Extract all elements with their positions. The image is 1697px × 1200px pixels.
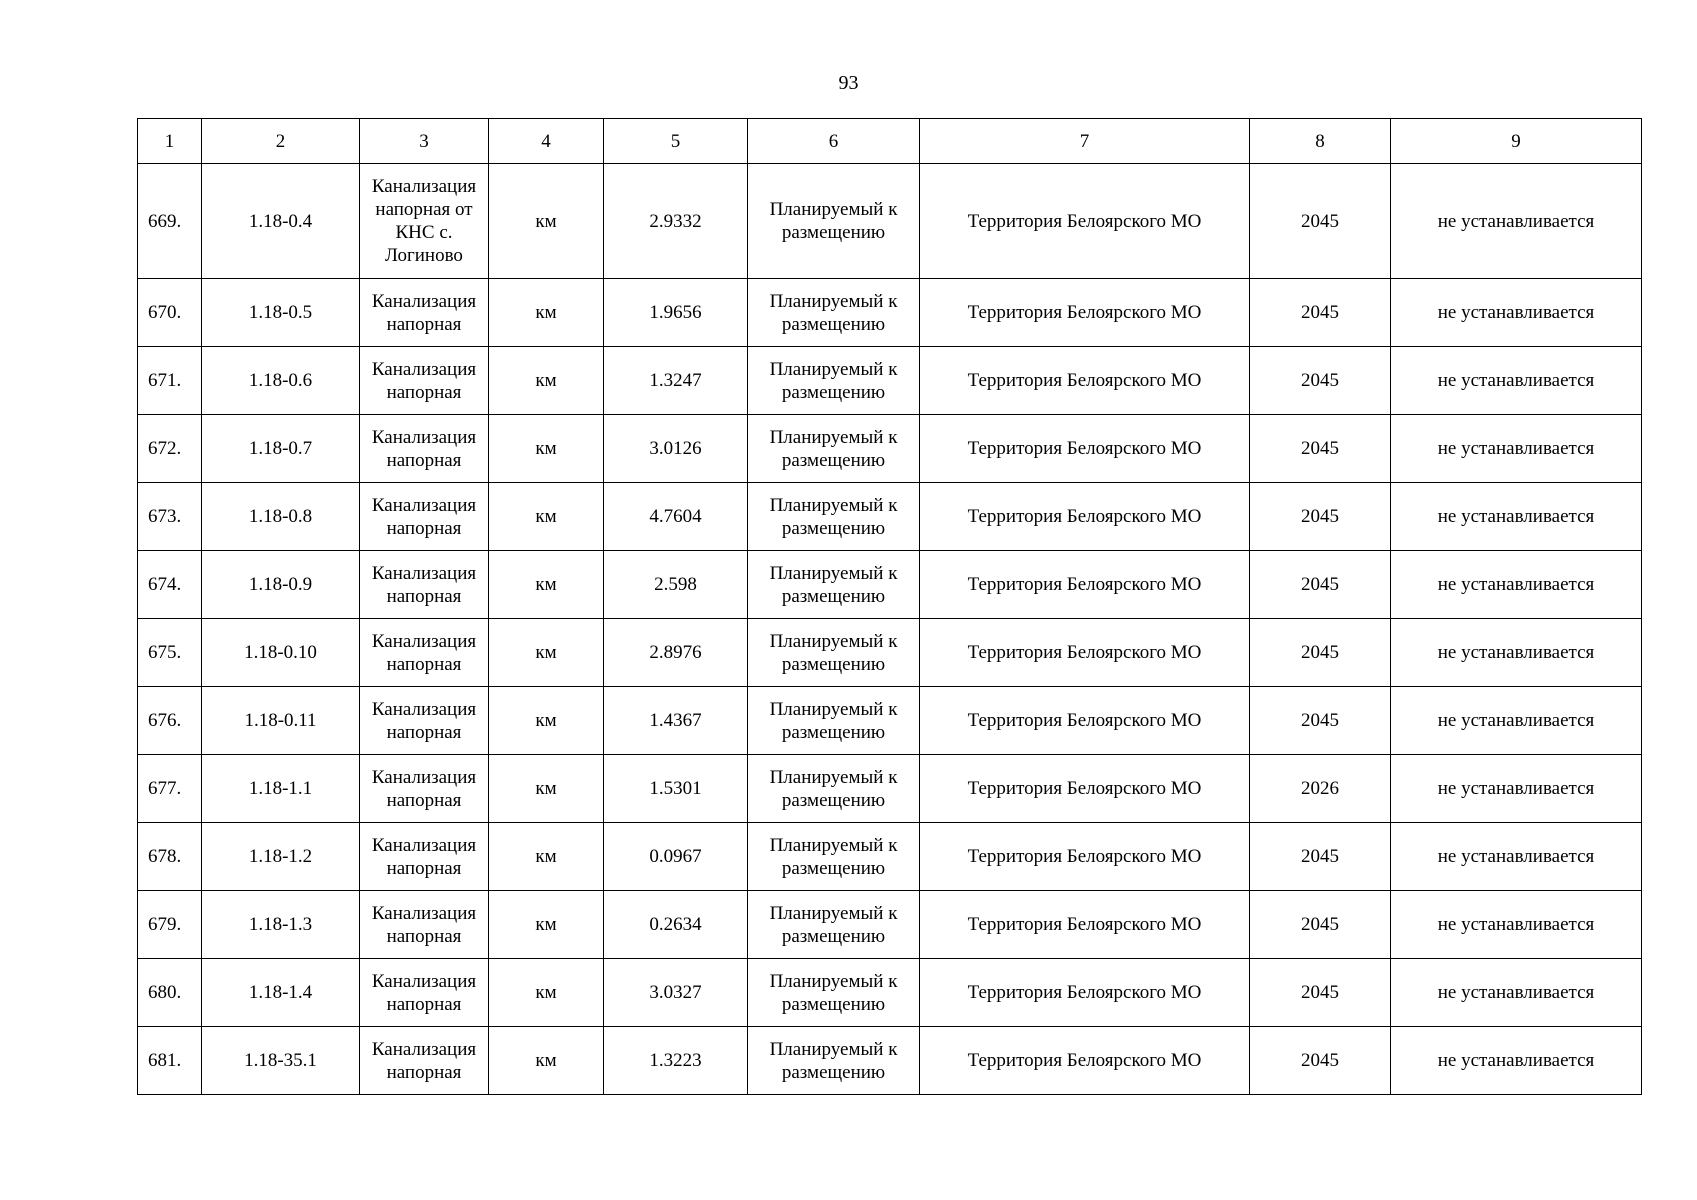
location-cell: Территория Белоярского МО xyxy=(920,551,1250,619)
year-cell: 2045 xyxy=(1250,959,1391,1027)
zone-cell: не устанавливается xyxy=(1391,891,1642,959)
object-name-cell: Канализация напорная xyxy=(360,1027,489,1095)
length-cell: 1.3223 xyxy=(604,1027,748,1095)
status-cell: Планируемый к размещению xyxy=(748,619,920,687)
object-name-cell: Канализация напорная xyxy=(360,823,489,891)
status-cell: Планируемый к размещению xyxy=(748,279,920,347)
location-cell: Территория Белоярского МО xyxy=(920,619,1250,687)
row-number-cell: 671. xyxy=(138,347,202,415)
row-number-cell: 680. xyxy=(138,959,202,1027)
zone-cell: не устанавливается xyxy=(1391,279,1642,347)
unit-cell: км xyxy=(489,755,604,823)
object-name-cell: Канализация напорная xyxy=(360,279,489,347)
zone-cell: не устанавливается xyxy=(1391,823,1642,891)
object-name-cell: Канализация напорная от КНС с. Логиново xyxy=(360,164,489,279)
status-cell: Планируемый к размещению xyxy=(748,551,920,619)
location-cell: Территория Белоярского МО xyxy=(920,891,1250,959)
table-row xyxy=(138,687,1642,755)
object-code-cell: 1.18-35.1 xyxy=(202,1027,360,1095)
row-number-cell: 678. xyxy=(138,823,202,891)
year-cell: 2045 xyxy=(1250,551,1391,619)
table-row xyxy=(138,483,1642,551)
table-row xyxy=(138,347,1642,415)
unit-cell: км xyxy=(489,619,604,687)
object-code-cell: 1.18-1.3 xyxy=(202,891,360,959)
page-number: 93 xyxy=(838,72,859,94)
unit-cell: км xyxy=(489,1027,604,1095)
length-cell: 2.9332 xyxy=(604,164,748,279)
length-cell: 1.9656 xyxy=(604,279,748,347)
unit-cell: км xyxy=(489,959,604,1027)
column-header: 1 xyxy=(138,119,202,164)
object-name-cell: Канализация напорная xyxy=(360,959,489,1027)
table-row xyxy=(138,551,1642,619)
object-code-cell: 1.18-0.9 xyxy=(202,551,360,619)
column-header: 4 xyxy=(489,119,604,164)
column-header: 7 xyxy=(920,119,1250,164)
object-code-cell: 1.18-1.4 xyxy=(202,959,360,1027)
year-cell: 2045 xyxy=(1250,1027,1391,1095)
row-number-cell: 669. xyxy=(138,164,202,279)
zone-cell: не устанавливается xyxy=(1391,755,1642,823)
status-cell: Планируемый к размещению xyxy=(748,415,920,483)
unit-cell: км xyxy=(489,164,604,279)
object-code-cell: 1.18-1.1 xyxy=(202,755,360,823)
length-cell: 4.7604 xyxy=(604,483,748,551)
status-cell: Планируемый к размещению xyxy=(748,755,920,823)
object-code-cell: 1.18-0.10 xyxy=(202,619,360,687)
status-cell: Планируемый к размещению xyxy=(748,823,920,891)
length-cell: 1.5301 xyxy=(604,755,748,823)
location-cell: Территория Белоярского МО xyxy=(920,1027,1250,1095)
column-header: 8 xyxy=(1250,119,1391,164)
object-code-cell: 1.18-0.5 xyxy=(202,279,360,347)
row-number-cell: 681. xyxy=(138,1027,202,1095)
length-cell: 1.3247 xyxy=(604,347,748,415)
status-cell: Планируемый к размещению xyxy=(748,483,920,551)
year-cell: 2045 xyxy=(1250,415,1391,483)
length-cell: 0.0967 xyxy=(604,823,748,891)
unit-cell: км xyxy=(489,891,604,959)
zone-cell: не устанавливается xyxy=(1391,687,1642,755)
object-code-cell: 1.18-0.8 xyxy=(202,483,360,551)
column-header: 9 xyxy=(1391,119,1642,164)
year-cell: 2045 xyxy=(1250,687,1391,755)
location-cell: Территория Белоярского МО xyxy=(920,415,1250,483)
object-name-cell: Канализация напорная xyxy=(360,687,489,755)
zone-cell: не устанавливается xyxy=(1391,959,1642,1027)
registry-table xyxy=(137,118,1642,1095)
year-cell: 2045 xyxy=(1250,619,1391,687)
length-cell: 3.0327 xyxy=(604,959,748,1027)
table-row xyxy=(138,959,1642,1027)
object-name-cell: Канализация напорная xyxy=(360,619,489,687)
row-number-cell: 677. xyxy=(138,755,202,823)
table-row xyxy=(138,279,1642,347)
unit-cell: км xyxy=(489,823,604,891)
location-cell: Территория Белоярского МО xyxy=(920,823,1250,891)
row-number-cell: 676. xyxy=(138,687,202,755)
length-cell: 2.8976 xyxy=(604,619,748,687)
location-cell: Территория Белоярского МО xyxy=(920,687,1250,755)
zone-cell: не устанавливается xyxy=(1391,164,1642,279)
row-number-cell: 673. xyxy=(138,483,202,551)
object-name-cell: Канализация напорная xyxy=(360,347,489,415)
table-row xyxy=(138,415,1642,483)
location-cell: Территория Белоярского МО xyxy=(920,347,1250,415)
status-cell: Планируемый к размещению xyxy=(748,959,920,1027)
unit-cell: км xyxy=(489,551,604,619)
row-number-cell: 675. xyxy=(138,619,202,687)
year-cell: 2045 xyxy=(1250,483,1391,551)
column-header: 3 xyxy=(360,119,489,164)
location-cell: Территория Белоярского МО xyxy=(920,164,1250,279)
object-code-cell: 1.18-1.2 xyxy=(202,823,360,891)
location-cell: Территория Белоярского МО xyxy=(920,279,1250,347)
unit-cell: км xyxy=(489,279,604,347)
column-header: 5 xyxy=(604,119,748,164)
length-cell: 1.4367 xyxy=(604,687,748,755)
object-name-cell: Канализация напорная xyxy=(360,755,489,823)
column-header: 6 xyxy=(748,119,920,164)
object-code-cell: 1.18-0.11 xyxy=(202,687,360,755)
zone-cell: не устанавливается xyxy=(1391,483,1642,551)
unit-cell: км xyxy=(489,347,604,415)
length-cell: 2.598 xyxy=(604,551,748,619)
year-cell: 2045 xyxy=(1250,164,1391,279)
location-cell: Территория Белоярского МО xyxy=(920,959,1250,1027)
year-cell: 2045 xyxy=(1250,347,1391,415)
year-cell: 2045 xyxy=(1250,891,1391,959)
status-cell: Планируемый к размещению xyxy=(748,164,920,279)
table-row xyxy=(138,755,1642,823)
unit-cell: км xyxy=(489,483,604,551)
status-cell: Планируемый к размещению xyxy=(748,687,920,755)
zone-cell: не устанавливается xyxy=(1391,619,1642,687)
table-row xyxy=(138,619,1642,687)
zone-cell: не устанавливается xyxy=(1391,1027,1642,1095)
column-header: 2 xyxy=(202,119,360,164)
row-number-cell: 670. xyxy=(138,279,202,347)
year-cell: 2045 xyxy=(1250,823,1391,891)
row-number-cell: 679. xyxy=(138,891,202,959)
length-cell: 3.0126 xyxy=(604,415,748,483)
status-cell: Планируемый к размещению xyxy=(748,891,920,959)
object-name-cell: Канализация напорная xyxy=(360,483,489,551)
object-name-cell: Канализация напорная xyxy=(360,415,489,483)
header-row xyxy=(138,119,1642,164)
table-row xyxy=(138,1027,1642,1095)
object-code-cell: 1.18-0.7 xyxy=(202,415,360,483)
row-number-cell: 674. xyxy=(138,551,202,619)
year-cell: 2026 xyxy=(1250,755,1391,823)
object-name-cell: Канализация напорная xyxy=(360,551,489,619)
table-row xyxy=(138,823,1642,891)
zone-cell: не устанавливается xyxy=(1391,415,1642,483)
zone-cell: не устанавливается xyxy=(1391,347,1642,415)
location-cell: Территория Белоярского МО xyxy=(920,755,1250,823)
object-name-cell: Канализация напорная xyxy=(360,891,489,959)
zone-cell: не устанавливается xyxy=(1391,551,1642,619)
length-cell: 0.2634 xyxy=(604,891,748,959)
object-code-cell: 1.18-0.6 xyxy=(202,347,360,415)
unit-cell: км xyxy=(489,415,604,483)
status-cell: Планируемый к размещению xyxy=(748,347,920,415)
year-cell: 2045 xyxy=(1250,279,1391,347)
table-row xyxy=(138,891,1642,959)
status-cell: Планируемый к размещению xyxy=(748,1027,920,1095)
row-number-cell: 672. xyxy=(138,415,202,483)
unit-cell: км xyxy=(489,687,604,755)
object-code-cell: 1.18-0.4 xyxy=(202,164,360,279)
location-cell: Территория Белоярского МО xyxy=(920,483,1250,551)
table-row xyxy=(138,164,1642,279)
